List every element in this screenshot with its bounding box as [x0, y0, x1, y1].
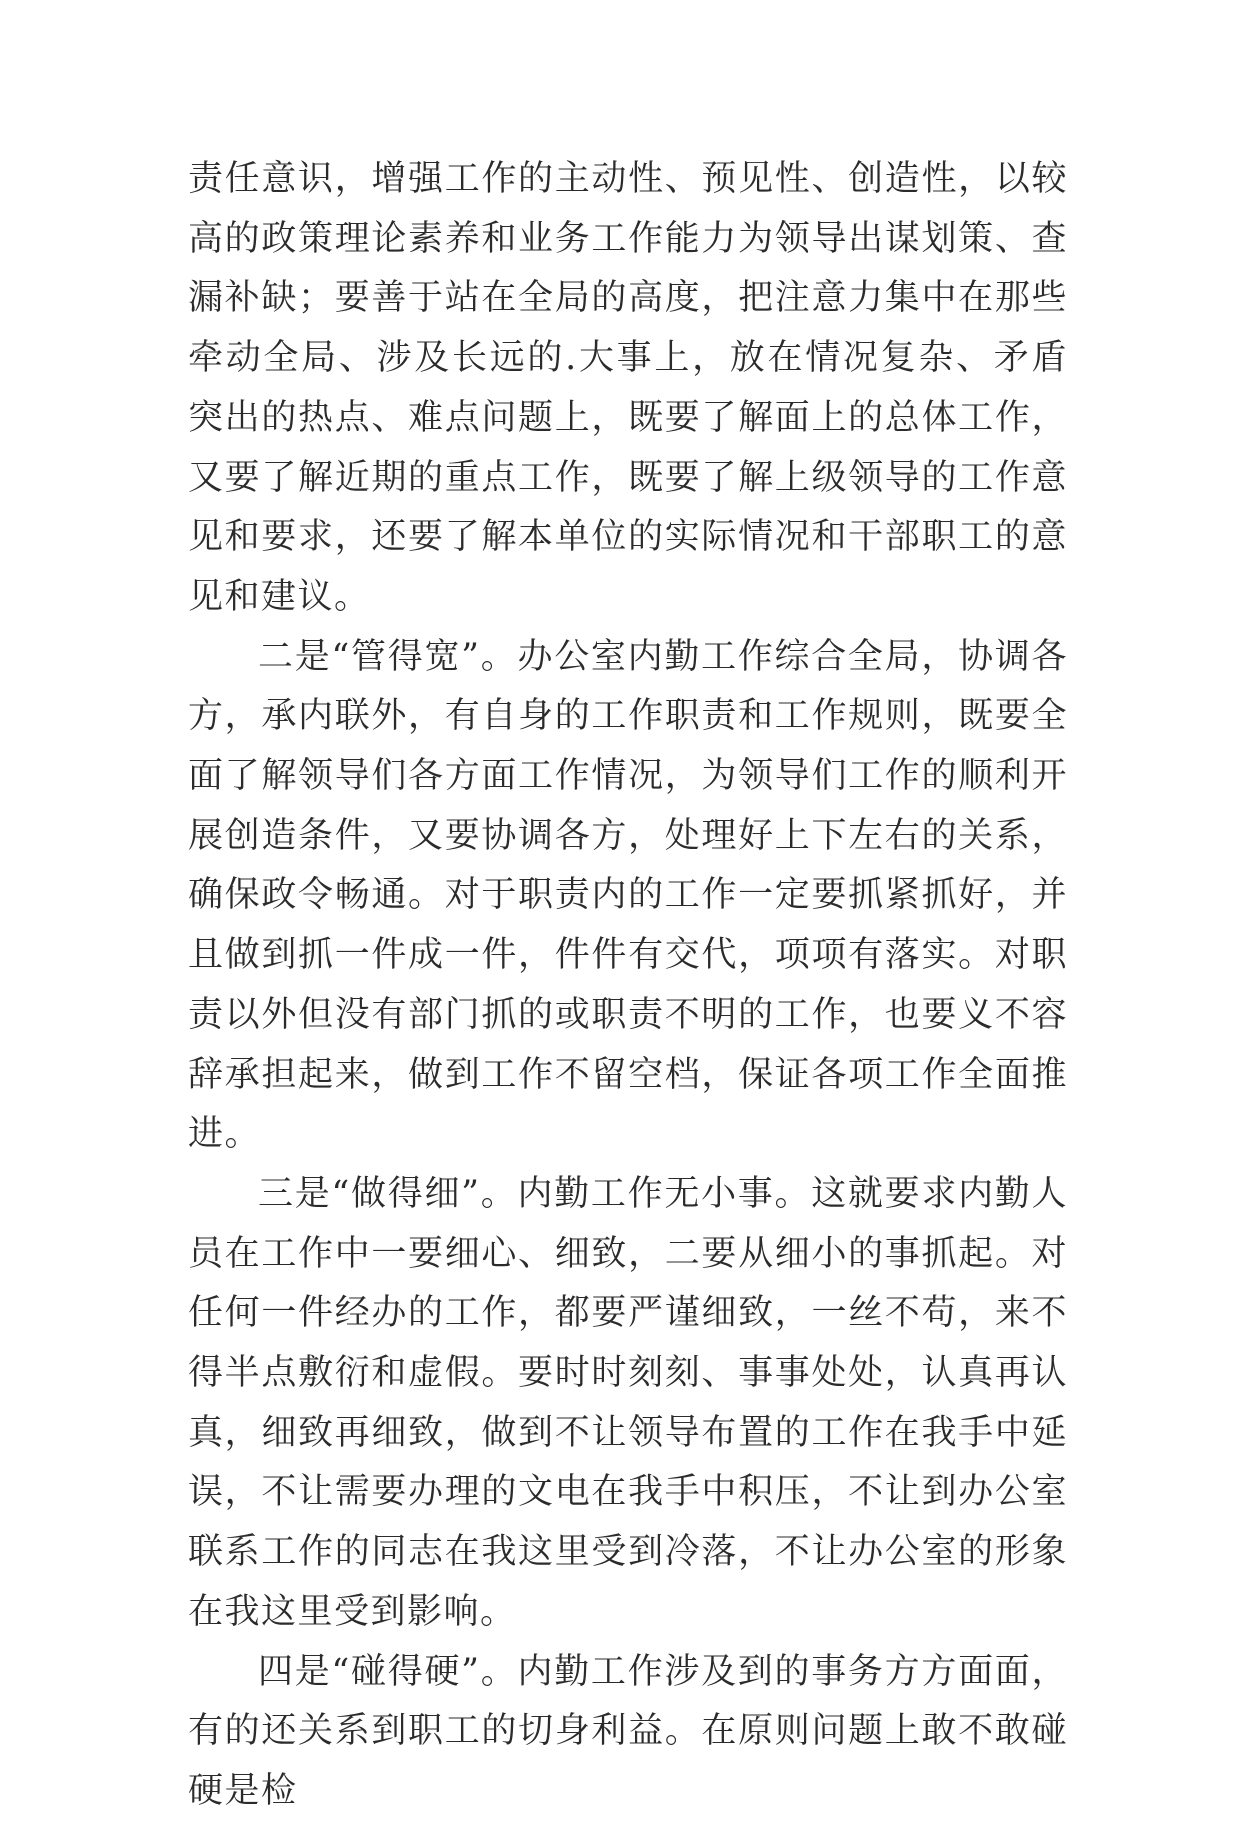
paragraph-point-three: 三是“做得细”。内勤工作无小事。这就要求内勤人员在工作中一要细心、细致，二要从细小的事抓起。对任何一件经办的工作，都要严谨细致，一丝不苟，来不得半点敷衍和虚假。要时时刻刻、事事处处，认真再认真，细致再细致，做到不让领导布置的工作在我手中延误，不让需要办理的文电在我手中积压，不让到办公室联系工作的同志在我这里受到冷落，不让办公室的形象在我这里受到影响。	[188, 1173, 1068, 1632]
paragraph-point-two: 二是“管得宽”。办公室内勤工作综合全局，协调各方，承内联外，有自身的工作职责和工作规则，既要全面了解领导们各方面工作情况，为领导们工作的顺利开展创造条件，又要协调各方，处理好上下左右的关系，确保政令畅通。对于职责内的工作一定要抓紧抓好，并且做到抓一件成一件，件件有交代，项项有落实。对职责以外但没有部门抓的或职责不明的工作，也要义不容辞承担起来，做到工作不留空档，保证各项工作全面推进。	[188, 636, 1068, 1155]
paragraph-continuation: 责任意识，增强工作的主动性、预见性、创造性，以较高的政策理论素养和业务工作能力为领导出谋划策、查漏补缺；要善于站在全局的高度，把注意力集中在那些牵动全局、涉及长远的.大事上，放在情况复杂、矛盾突出的热点、难点问题上，既要了解面上的总体工作，又要了解近期的重点工作，既要了解上级领导的工作意见和要求，还要了解本单位的实际情况和干部职工的意见和建议。	[188, 159, 1068, 617]
paragraph-point-four: 四是“碰得硬”。内勤工作涉及到的事务方方面面，有的还关系到职工的切身利益。在原则问题上敢不敢碰硬是检	[188, 1651, 1068, 1811]
document-body	[188, 150, 1068, 1822]
